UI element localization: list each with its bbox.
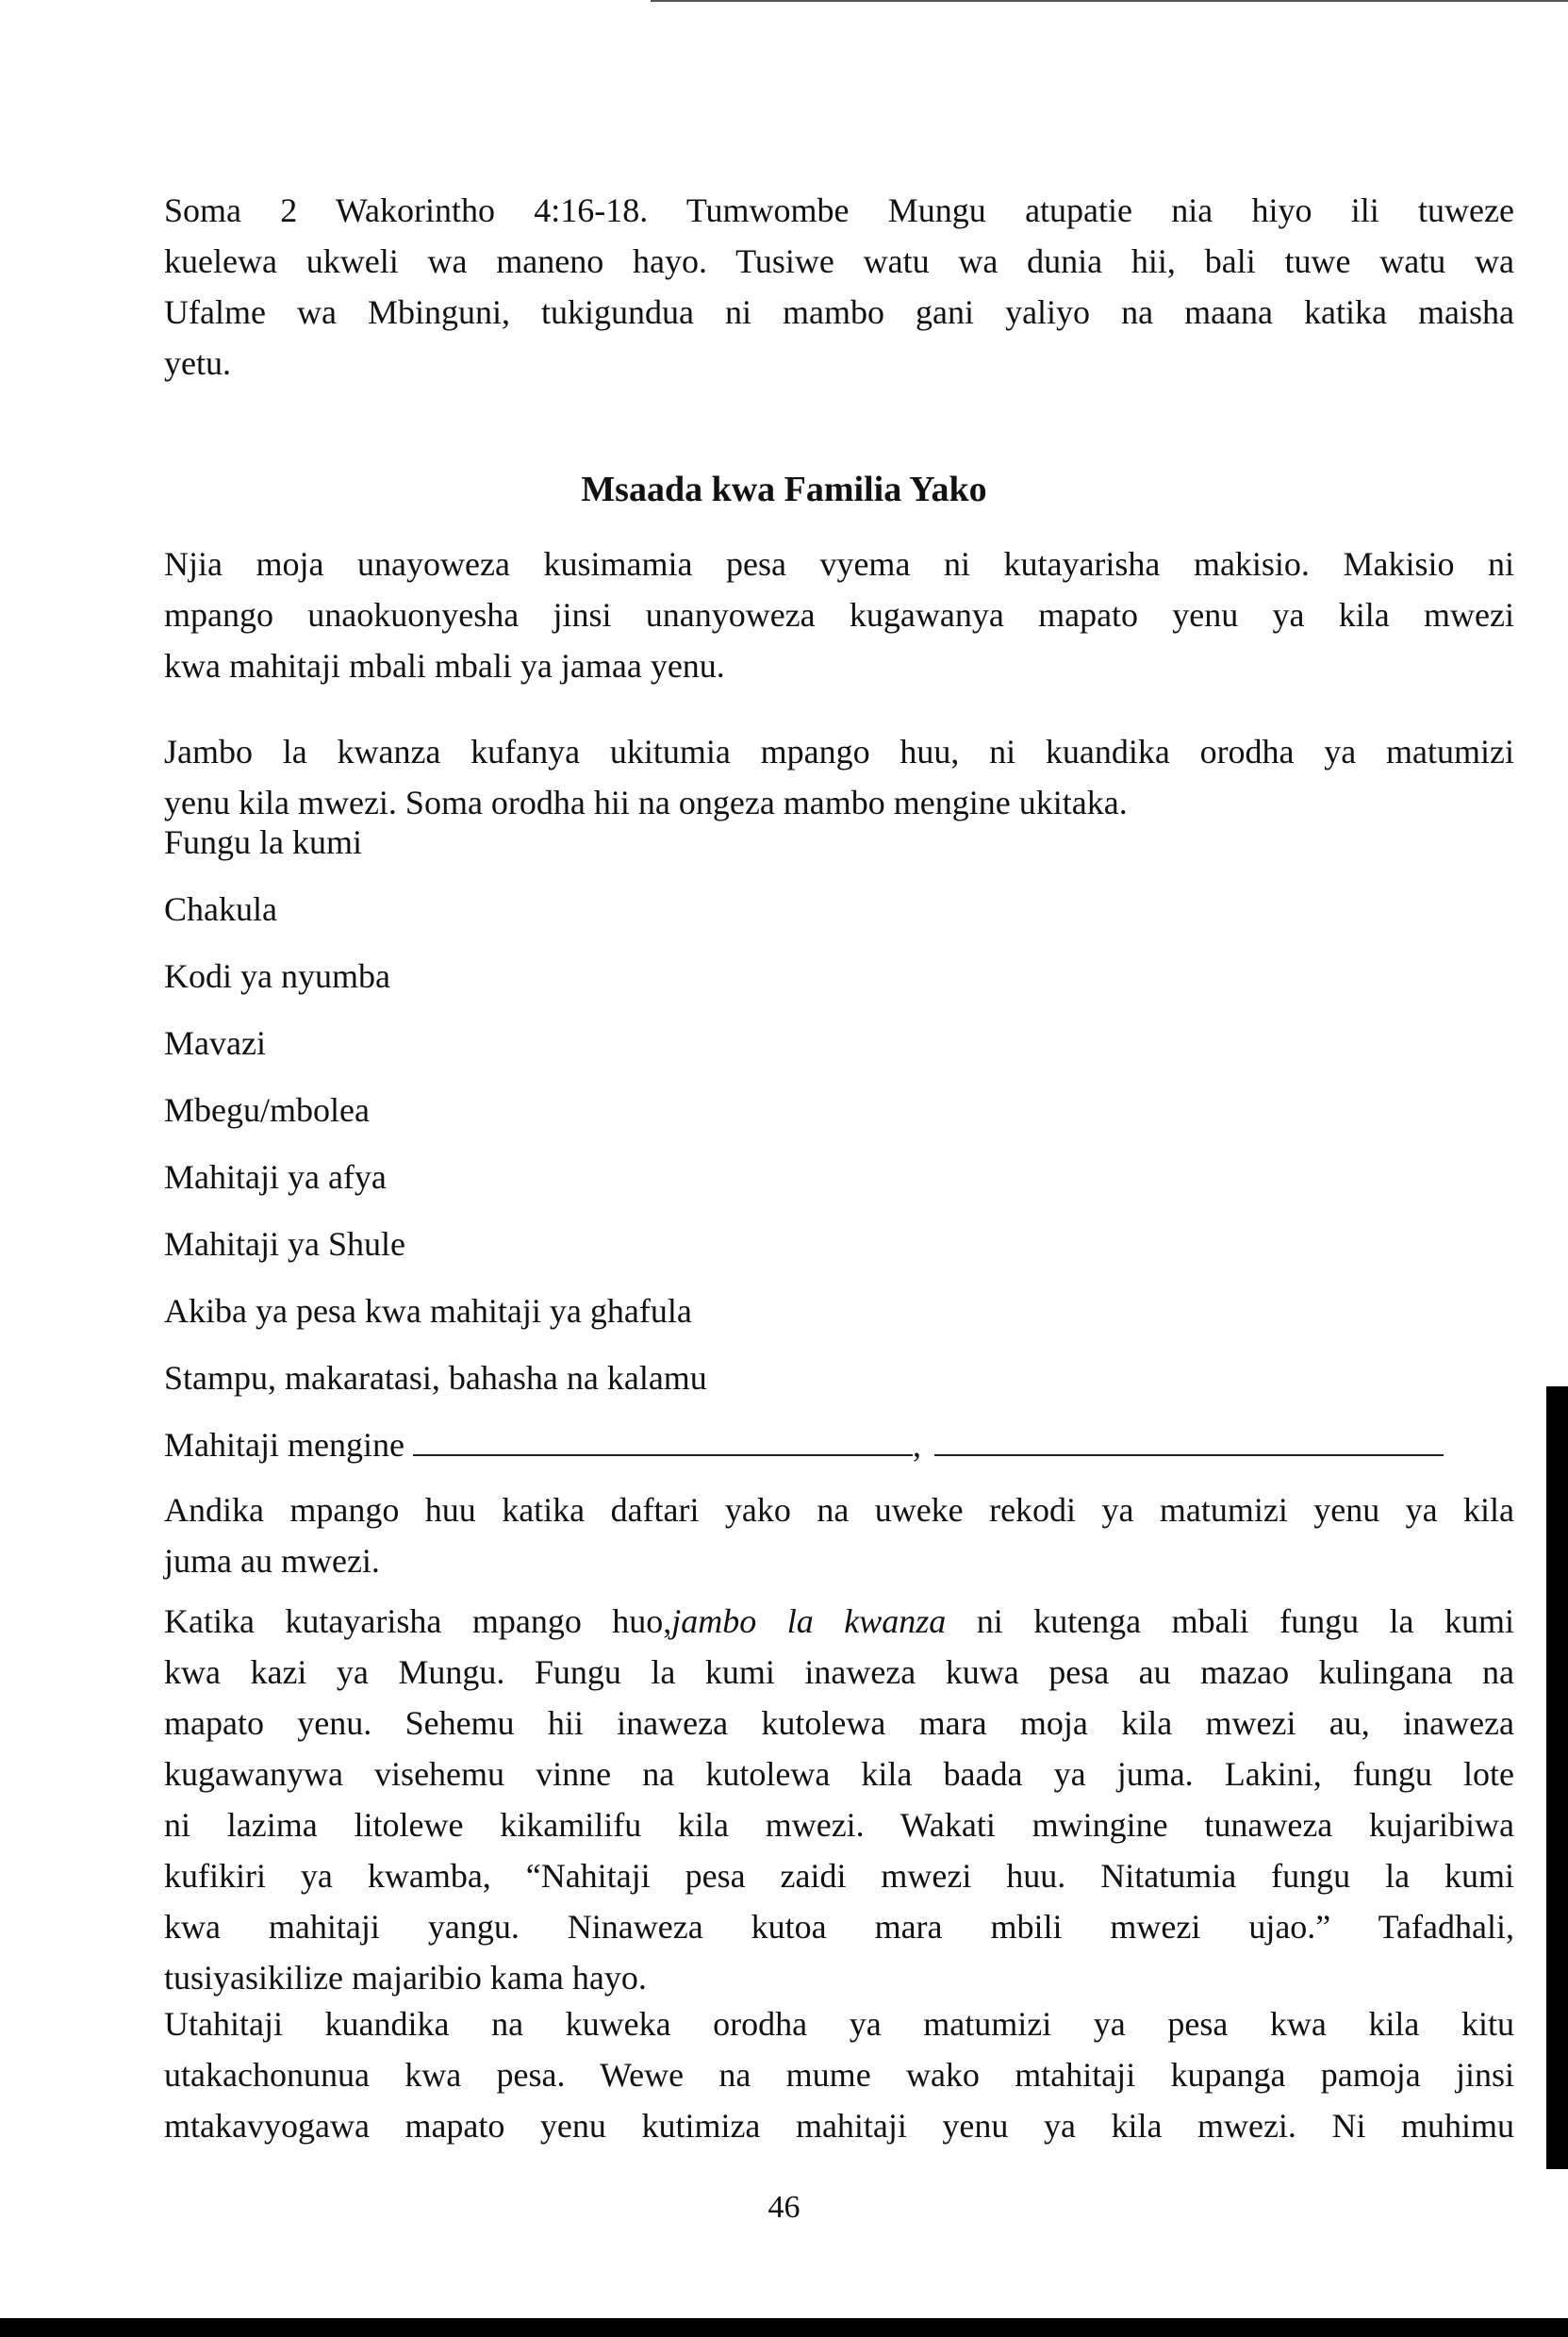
paragraph-2 bbox=[164, 539, 1514, 691]
paragraph-line: yenu kila mwezi. Soma orodha hii na ongeza mambo mengine ukitaka. bbox=[164, 784, 1128, 821]
list-item: Kodi ya nyumba bbox=[164, 957, 390, 995]
page-number: 46 bbox=[767, 2190, 801, 2225]
list-item: Fungu la kumi bbox=[164, 823, 363, 861]
paragraph-1 bbox=[164, 185, 1514, 389]
comma: , bbox=[912, 1426, 921, 1464]
paragraph-line: kwa mahitaji yangu. Ninaweza kutoa mara mbili mwezi ujao.” Tafadhali, bbox=[164, 1908, 1514, 1946]
paragraph-line: mapato yenu. Sehemu hii inaweza kutolewa mara moja kila mwezi au, inaweza bbox=[164, 1704, 1514, 1742]
paragraph-line: yetu. bbox=[164, 344, 231, 382]
list-item: Akiba ya pesa kwa mahitaji ya ghafula bbox=[164, 1292, 692, 1330]
scan-edge-shadow bbox=[1546, 1386, 1568, 2169]
paragraph-line: tusiyasikilize majaribio kama hayo. bbox=[164, 1959, 647, 1997]
paragraph-line: Jambo la kwanza kufanya ukitumia mpango huu, ni kuandika orodha ya matumizi bbox=[164, 733, 1514, 771]
fill-in-blank bbox=[413, 1426, 913, 1456]
paragraph-line: Ufalme wa Mbinguni, tukigundua ni mambo gani yaliyo na maana katika maisha bbox=[164, 293, 1514, 331]
text-run: ni kutenga mbali fungu la kumi bbox=[976, 1602, 1515, 1640]
other-needs-item bbox=[164, 1419, 1514, 1486]
fill-in-blank bbox=[934, 1426, 1444, 1456]
paragraph-line: kugawanywa visehemu vinne na kutolewa kila baada ya juma. Lakini, fungu lote bbox=[164, 1755, 1514, 1793]
list-item: Mahitaji ya Shule bbox=[164, 1225, 405, 1263]
paragraph-4 bbox=[164, 1484, 1514, 1586]
list-item: Stampu, makaratasi, bahasha na kalamu bbox=[164, 1359, 707, 1397]
paragraph-line bbox=[164, 1596, 1514, 1647]
paragraph-line: kwa mahitaji mbali mbali ya jamaa yenu. bbox=[164, 647, 725, 685]
paragraph-line: kuelewa ukweli wa maneno hayo. Tusiwe watu wa dunia hii, bali tuwe watu wa bbox=[164, 242, 1514, 280]
paragraph-line: ni lazima litolewe kikamilifu kila mwezi. Wakati mwingine tunaweza kujaribiwa bbox=[164, 1806, 1514, 1844]
paragraph-line: utakachonunua kwa pesa. Wewe na mume wako mtahitaji kupanga pamoja jinsi bbox=[164, 2056, 1514, 2094]
paragraph-line: juma au mwezi. bbox=[164, 1542, 380, 1580]
list-item: Mavazi bbox=[164, 1024, 266, 1062]
list-item: Mahitaji ya afya bbox=[164, 1158, 387, 1196]
paragraph-line: Soma 2 Wakorintho 4:16-18. Tumwombe Mungu atupatie nia hiyo ili tuweze bbox=[164, 191, 1514, 229]
italic-emphasis: jambo la kwanza bbox=[671, 1602, 947, 1640]
text-run: Katika kutayarisha mpango huo, bbox=[164, 1602, 672, 1640]
paragraph-line: mpango unaokuonyesha jinsi unanyoweza kugawanya mapato yenu ya kila mwezi bbox=[164, 596, 1514, 634]
paragraph-6 bbox=[164, 1998, 1514, 2151]
paragraph-line: Utahitaji kuandika na kuweka orodha ya matumizi ya pesa kwa kila kitu bbox=[164, 2005, 1514, 2043]
paragraph-3 bbox=[164, 726, 1514, 828]
paragraph-line: mtakavyogawa mapato yenu kutimiza mahitaji yenu ya kila mwezi. Ni muhimu bbox=[164, 2107, 1514, 2145]
section-heading: Msaada kwa Familia Yako bbox=[581, 470, 987, 509]
paragraph-line: Njia moja unayoweza kusimamia pesa vyema ni kutayarisha makisio. Makisio ni bbox=[164, 545, 1514, 583]
other-needs-label: Mahitaji mengine bbox=[164, 1426, 404, 1464]
expense-list bbox=[164, 817, 1514, 1486]
paragraph-line: kwa kazi ya Mungu. Fungu la kumi inaweza kuwa pesa au mazao kulingana na bbox=[164, 1653, 1514, 1691]
scan-top-rule bbox=[651, 0, 1568, 2]
paragraph-line: kufikiri ya kwamba, “Nahitaji pesa zaidi mwezi huu. Nitatumia fungu la kumi bbox=[164, 1857, 1514, 1895]
list-item: Chakula bbox=[164, 890, 277, 928]
paragraph-lines bbox=[164, 1647, 1514, 2003]
paragraph-line: Andika mpango huu katika daftari yako na uweke rekodi ya matumizi yenu ya kila bbox=[164, 1491, 1514, 1529]
scan-bottom-band bbox=[0, 2318, 1568, 2337]
list-item: Mbegu/mbolea bbox=[164, 1091, 370, 1129]
paragraph-5 bbox=[164, 1596, 1514, 2003]
